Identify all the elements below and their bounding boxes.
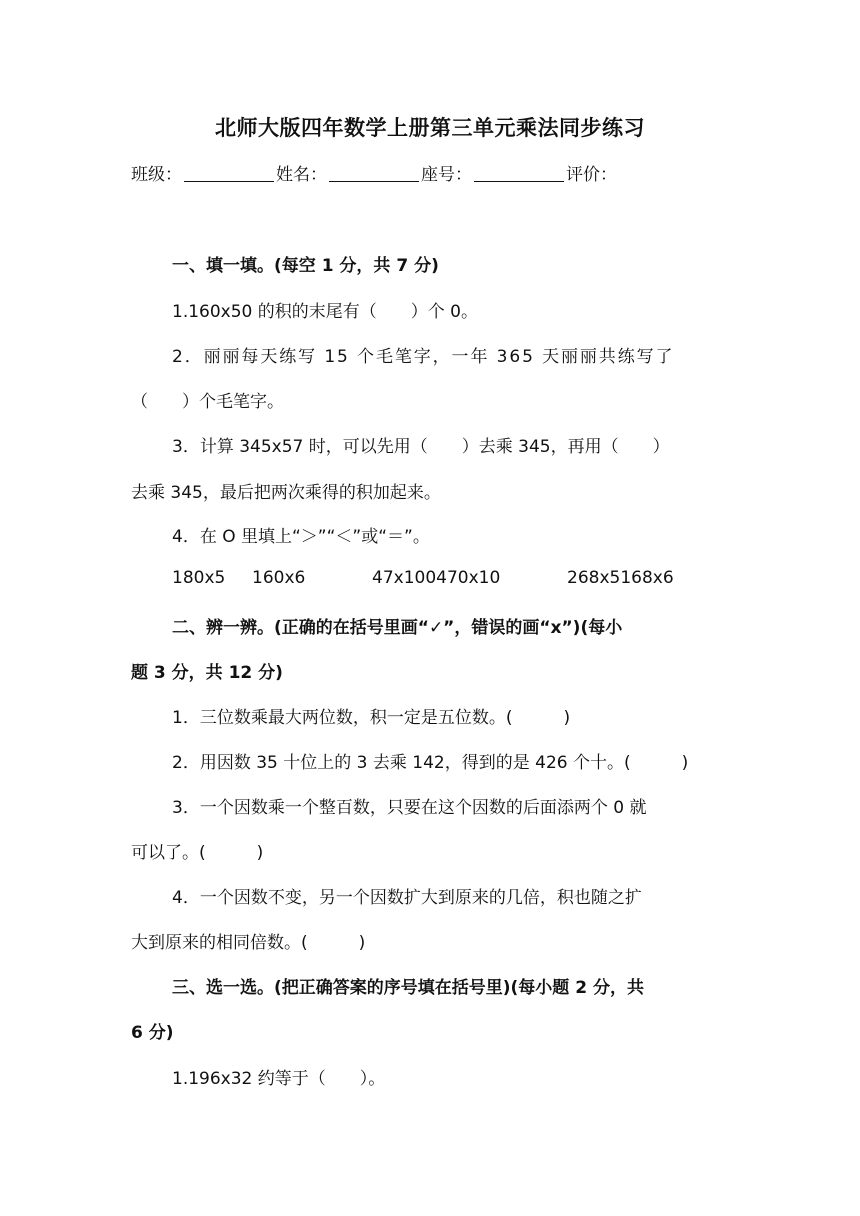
compare-item: 180x5: [172, 568, 226, 588]
section1-q3-line2: 去乘 345，最后把两次乘得的积加起来。: [131, 483, 441, 503]
section3-q1: 1.196x32 约等于（ ）。: [172, 1069, 386, 1089]
compare-item: 160x6: [252, 568, 306, 588]
section3-heading-line2: 6 分): [131, 1023, 174, 1043]
section1-q2-line1: 2．丽丽每天练写 15 个毛笔字，一年 365 天丽丽共练写了: [172, 347, 675, 367]
page-title: 北师大版四年数学上册第三单元乘法同步练习: [215, 116, 645, 140]
compare-item: 268x5168x6: [567, 568, 674, 588]
section1-heading: 一、填一填。(每空 1 分，共 7 分): [172, 256, 439, 276]
section2-q4-line2: 大到原来的相同倍数。( ): [131, 933, 366, 953]
section2-q1: 1．三位数乘最大两位数，积一定是五位数。( ): [172, 708, 571, 728]
student-info-row: [131, 160, 617, 185]
name-label: 姓名：: [276, 165, 327, 185]
compare-row: [172, 568, 674, 588]
section2-q3-line2: 可以了。( ): [131, 843, 264, 863]
eval-label: 评价：: [566, 165, 617, 185]
section2-q4-line1: 4．一个因数不变，另一个因数扩大到原来的几倍，积也随之扩: [172, 888, 642, 908]
section2-q2: 2．用因数 35 十位上的 3 去乘 142，得到的是 426 个十。( ): [172, 753, 689, 773]
class-label: 班级：: [131, 165, 182, 185]
section1-q3-line1: 3．计算 345x57 时，可以先用（ ）去乘 345，再用（ ）: [172, 437, 670, 457]
class-blank[interactable]: [184, 163, 274, 182]
section3-heading-line1: 三、选一选。(把正确答案的序号填在括号里)(每小题 2 分，共: [172, 978, 644, 998]
section1-q4: 4．在 O 里填上“＞”“＜”或“＝”。: [172, 527, 430, 547]
compare-item: 47x100470x10: [372, 568, 501, 588]
section2-heading-line2: 题 3 分，共 12 分): [131, 663, 283, 683]
name-blank[interactable]: [329, 163, 419, 182]
seat-blank[interactable]: [474, 163, 564, 182]
seat-label: 座号：: [421, 165, 472, 185]
section2-heading-line1: 二、辨一辨。(正确的在括号里画“✓”，错误的画“x”)(每小: [172, 618, 623, 638]
section1-q1: 1.160x50 的积的末尾有（ ）个 0。: [172, 302, 478, 322]
section2-q3-line1: 3．一个因数乘一个整百数，只要在这个因数的后面添两个 0 就: [172, 798, 647, 818]
section1-q2-line2: （ ）个毛笔字。: [131, 392, 284, 412]
